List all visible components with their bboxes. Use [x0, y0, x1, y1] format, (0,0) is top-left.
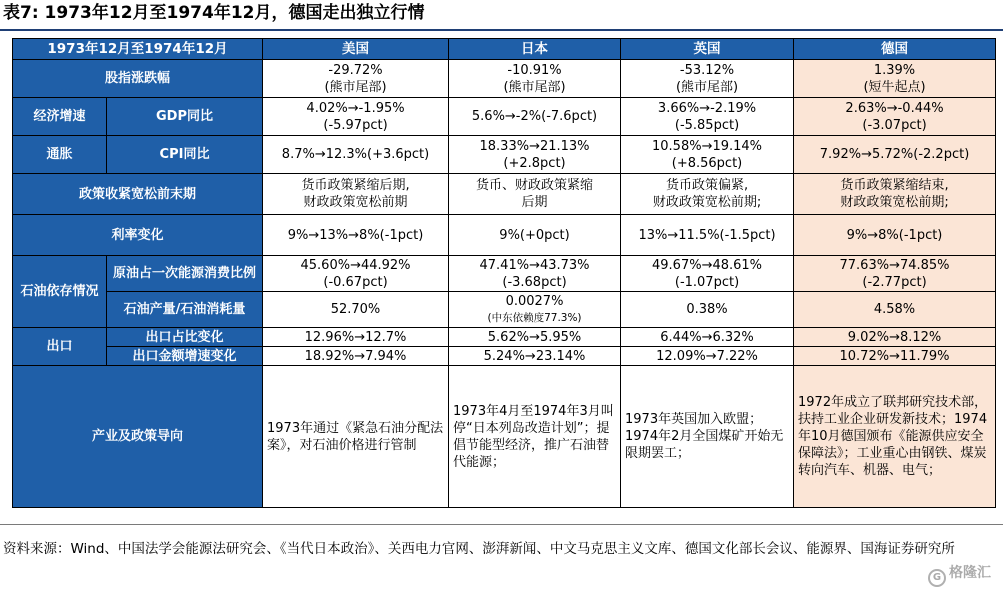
cell-stock-japan — [449, 60, 621, 98]
cell-stock-germany — [794, 60, 996, 98]
cell-policy-usa — [263, 174, 449, 215]
cell-line: 9%→13%→8%(-1pct) — [287, 227, 424, 243]
label-oil-ratio: 石油产量/石油消耗量 — [107, 292, 263, 328]
cell-line: 0.38% — [686, 302, 728, 317]
cell-line: -29.72% — [328, 62, 383, 78]
cell-line: (熊市尾部) — [324, 79, 387, 95]
label-policy: 政策收紧宽松前末期 — [13, 174, 263, 215]
label-oil: 石油依存情况 — [13, 256, 107, 328]
cell-line: 8.7%→12.3%(+3.6pct) — [281, 147, 430, 162]
comparison-table — [12, 38, 996, 508]
label-export-share: 出口占比变化 — [107, 328, 263, 347]
watermark-logo-icon: G — [928, 569, 946, 587]
cell-line: 9%(+0pct) — [499, 227, 570, 243]
row-stock — [13, 60, 996, 98]
cell-cpi-germany — [794, 136, 996, 174]
cell-line: (+2.8pct) — [503, 155, 566, 171]
header-uk: 英国 — [621, 39, 794, 60]
header-japan: 日本 — [449, 39, 621, 60]
cell-line: 货币政策偏紧, — [665, 178, 749, 193]
cell-industry-uk: 1973年英国加入欧盟；1974年2月全国煤矿开始无限期罢工； — [621, 366, 794, 508]
cell-oilshare-germany — [794, 256, 996, 292]
cell-oilratio-japan — [449, 292, 621, 328]
cell-rate-uk — [621, 215, 794, 256]
cell-cpi-usa — [263, 136, 449, 174]
cell-line: 货币政策紧缩后期, — [301, 178, 410, 193]
cell-gdp-japan — [449, 98, 621, 136]
watermark-text: 格隆汇 — [949, 565, 991, 581]
cell-cpi-uk — [621, 136, 794, 174]
cell-expshare-japan: 5.62%→5.95% — [449, 328, 621, 347]
cell-line: 47.41%→43.73% — [479, 257, 590, 273]
cell-expshare-germany: 9.02%→8.12% — [794, 328, 996, 347]
period-header: 1973年12月至1974年12月 — [13, 39, 263, 60]
cell-line: (-5.85pct) — [674, 117, 740, 133]
cell-line: 9%→8%(-1pct) — [846, 227, 943, 243]
label-export: 出口 — [13, 328, 107, 366]
cell-line: 4.58% — [873, 302, 916, 317]
cell-line: -53.12% — [679, 62, 735, 78]
cell-line: 财政政策宽松前期; — [652, 195, 762, 210]
row-rate — [13, 215, 996, 256]
header-germany: 德国 — [794, 39, 996, 60]
label-economy: 经济增速 — [13, 98, 107, 136]
cell-oilratio-uk — [621, 292, 794, 328]
cell-cpi-japan — [449, 136, 621, 174]
cell-expshare-uk: 6.44%→6.32% — [621, 328, 794, 347]
cell-line: (熊市尾部) — [503, 79, 566, 95]
cell-gdp-germany — [794, 98, 996, 136]
cell-oilshare-usa — [263, 256, 449, 292]
cell-oilshare-uk — [621, 256, 794, 292]
cell-policy-uk — [621, 174, 794, 215]
cell-rate-germany — [794, 215, 996, 256]
watermark — [928, 562, 991, 587]
cell-line: 后期 — [521, 195, 548, 210]
cell-line: (-3.68pct) — [502, 274, 567, 290]
cell-line: 13%→11.5%(-1.5pct) — [638, 227, 776, 243]
cell-rate-usa — [263, 215, 449, 256]
cell-policy-germany — [794, 174, 996, 215]
cell-gdp-usa — [263, 98, 449, 136]
cell-line: 4.02%→-1.95% — [306, 100, 405, 116]
header-usa: 美国 — [263, 39, 449, 60]
label-inflation: 通胀 — [13, 136, 107, 174]
label-industry: 产业及政策导向 — [13, 366, 263, 508]
cell-line: 货币、财政政策紧缩 — [476, 178, 594, 193]
label-rate: 利率变化 — [13, 215, 263, 256]
cell-line: 10.58%→19.14% — [652, 138, 763, 154]
footer-rule — [0, 524, 1003, 525]
cell-line: 7.92%→5.72%(-2.2pct) — [819, 147, 970, 162]
cell-line: 5.6%→-2%(-7.6pct) — [471, 109, 598, 124]
cell-industry-usa: 1973年通过《紧急石油分配法案》，对石油价格进行管制 — [263, 366, 449, 508]
cell-line: 2.63%→-0.44% — [845, 100, 944, 116]
cell-line: 3.66%→-2.19% — [657, 100, 757, 116]
cell-line: (-2.77pct) — [862, 274, 927, 290]
cell-line: (中东依赖度77.3%) — [487, 311, 582, 324]
label-cpi: CPI同比 — [107, 136, 263, 174]
cell-line: 45.60%→44.92% — [300, 257, 411, 273]
cell-line: 货币政策紧缩结束, — [840, 178, 949, 193]
cell-line: (-0.67pct) — [323, 274, 388, 290]
cell-gdp-uk — [621, 98, 794, 136]
cell-expshare-usa: 12.96%→12.7% — [263, 328, 449, 347]
cell-line: 18.33%→21.13% — [479, 138, 590, 154]
table-header-row — [13, 39, 996, 60]
cell-rate-japan — [449, 215, 621, 256]
cell-line: (+8.56pct) — [671, 155, 743, 171]
cell-oilratio-usa — [263, 292, 449, 328]
cell-line: (短牛起点) — [863, 79, 926, 95]
cell-line: 财政政策宽松前期 — [303, 195, 408, 210]
row-oil-ratio — [13, 292, 996, 328]
cell-line: 1.39% — [873, 62, 916, 78]
row-gdp — [13, 98, 996, 136]
cell-line: 77.63%→74.85% — [839, 257, 950, 273]
title-rule — [0, 29, 1003, 31]
row-cpi — [13, 136, 996, 174]
cell-line: (-5.97pct) — [323, 117, 388, 133]
cell-policy-japan — [449, 174, 621, 215]
label-stock: 股指涨跌幅 — [13, 60, 263, 98]
cell-oilshare-japan — [449, 256, 621, 292]
row-export-growth — [13, 347, 996, 366]
cell-line: -10.91% — [507, 62, 562, 78]
cell-industry-japan: 1973年4月至1974年3月叫停“日本列岛改造计划”；提倡节能型经济，推广石油替代能源； — [449, 366, 621, 508]
row-policy — [13, 174, 996, 215]
cell-line: (-1.07pct) — [674, 274, 740, 290]
cell-line: (熊市尾部) — [675, 79, 739, 95]
source-note: 资料来源：Wind、中国法学会能源法研究会、《当代日本政治》、关西电力官网、澎湃新闻、中文马克思主义文库、德国文化部长会议、能源界、国海证券研究所 — [3, 541, 955, 557]
cell-expgrowth-germany: 10.72%→11.79% — [794, 347, 996, 366]
cell-line: 52.70% — [330, 302, 381, 317]
cell-expgrowth-usa: 18.92%→7.94% — [263, 347, 449, 366]
row-oil-share — [13, 256, 996, 292]
cell-line: 财政政策宽松前期; — [840, 195, 949, 210]
label-oil-share: 原油占一次能源消费比例 — [107, 256, 263, 292]
cell-oilratio-germany — [794, 292, 996, 328]
row-export-share — [13, 328, 996, 347]
cell-stock-usa — [263, 60, 449, 98]
page-title: 表7: 1973年12月至1974年12月，德国走出独立行情 — [3, 3, 425, 23]
cell-expgrowth-uk: 12.09%→7.22% — [621, 347, 794, 366]
cell-industry-germany: 1972年成立了联邦研究技术部，扶持工业企业研发新技术；1974年10月德国颁布《能源供应安全保障法》；工业重心由钢铁、煤炭转向汽车、机器、电气； — [794, 366, 996, 508]
label-export-growth: 出口金额增速变化 — [107, 347, 263, 366]
row-industry — [13, 366, 996, 508]
cell-stock-uk — [621, 60, 794, 98]
cell-line: 49.67%→48.61% — [652, 257, 763, 273]
label-gdp: GDP同比 — [107, 98, 263, 136]
cell-line: (-3.07pct) — [862, 117, 927, 133]
cell-line: 0.0027% — [505, 293, 564, 309]
cell-expgrowth-japan: 5.24%→23.14% — [449, 347, 621, 366]
